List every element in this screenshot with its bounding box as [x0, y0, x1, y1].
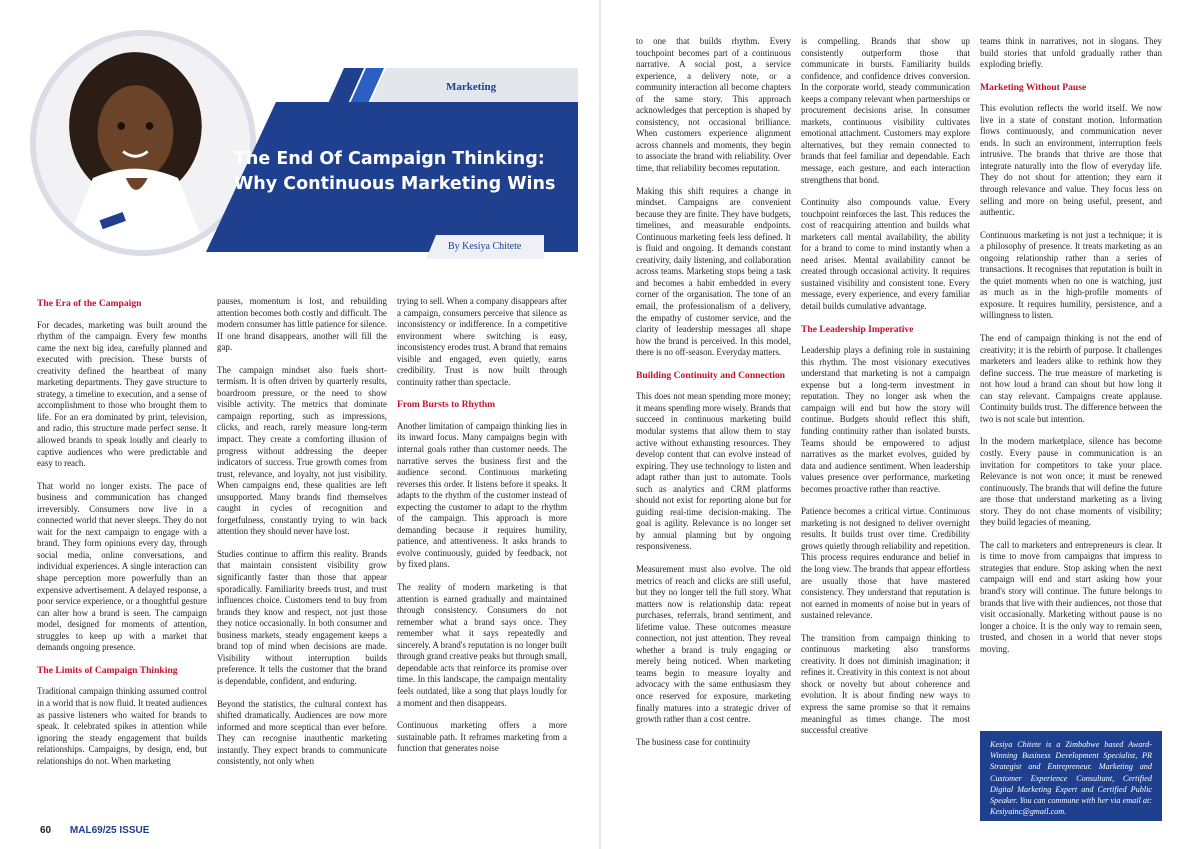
- column-6: [980, 36, 1162, 666]
- paragraph: That world no longer exists. The pace of business and communication has changed irreversibly. Consumers now live in a connected world that never sleeps. They do not wait for the next campaign to engage with a brand. They form opinions every day, through social media, online conversations, and individual experiences. A single interaction can shape perception more powerfully than an expensive advertisement. A delayed response, a poor service experience, or a thoughtful gesture can alter how a brand is seen. The campaign model, designed for moments of attention, struggles to keep up with a market that demands ongoing presence.: [37, 480, 207, 653]
- paragraph: The call to marketers and entrepreneurs is clear. It is time to move from campaigns that impress to strategies that endure. Stop asking when the next campaign will end and start asking how your brand's story will continue. The future belongs to brands that live with their audiences, not those that visit occasionally. Marketing without pause is no longer a choice. It is the only way to remain seen, trusted, and chosen in a world that never stops moving.: [980, 539, 1162, 654]
- paragraph: trying to sell. When a company disappears after a campaign, consumers perceive that silence as inconsistency or indifference. In a competitive environment where switching is easy, inconsistency erodes trust. A brand that remains visible and engaged, even quietly, earns credibility. Trust is now built through continuity rather than spectacle.: [397, 296, 567, 387]
- article-title: The End Of Campaign Thinking: Why Continuous Marketing Wins: [234, 149, 556, 194]
- byline: By Kesiya Chitete: [448, 241, 522, 252]
- paragraph: Measurement must also evolve. The old metrics of reach and clicks are still useful, but they no longer tell the full story. What matters now is relationship data: repeat purchases, referrals, brand sentiment, and lifetime value. These outcomes measure connection, not just attention. They reveal whether a brand is truly engaging or merely being noticed. When marketing teams begin to measure loyalty and advocacy with the same enthusiasm they once reserved for exposure, marketing finally matures into a strategic driver of growth rather than a cost centre.: [636, 563, 791, 725]
- paragraph: The end of campaign thinking is not the end of creativity; it is the rebirth of purpose. It challenges marketers and leaders alike to rethink how they define success. The true measure of marketing is not how loud a brand can shout but how long it can stay relevant. Campaigns create applause. Continuity builds trust. The difference between the two is not scale but intention.: [980, 333, 1162, 424]
- column-2: [217, 296, 387, 779]
- paragraph: Continuous marketing offers a more sustainable path. It reframes marketing from a function that generates noise: [397, 720, 567, 754]
- section-heading: The Limits of Campaign Thinking: [37, 664, 178, 676]
- page-footer: [40, 825, 149, 836]
- page-gutter: [599, 0, 601, 849]
- paragraph: to one that builds rhythm. Every touchpoint becomes part of a continuous narrative. A social post, a service experience, a delivery note, or a community interaction all become chapters of the same story. This approach acknowledges that perception is shaped by consistency, not occasional brilliance. When customers experience alignment across channels and moments, they begin to associate the brand with reliability. Over time, that reliability becomes reputation.: [636, 36, 791, 174]
- author-bio-box: Kesiya Chitete is a Zimbabwe based Award-Winning Business Development Specialist, PR Strategist and Entrepreneur. Marketing and Customer Experience Consultant, Certified Digital Marketing Expert and Certified Public Speaker. You can commune with her via email at: Kesiyainc@gmail.com.: [980, 731, 1162, 821]
- paragraph: This evolution reflects the world itself. We now live in a state of constant motion. Information flows continuously, and communication never ends. In such an environment, interruption feels intrusive. The brands that thrive are those that integrate naturally into the flow of everyday life. They do not shout for attention; they earn it through relevance and value. They focus less on selling and more on being useful, present, and authentic.: [980, 103, 1162, 218]
- section-heading: Marketing Without Pause: [980, 81, 1087, 93]
- column-5: [801, 36, 970, 748]
- paragraph: Traditional campaign thinking assumed control in a world that is now fluid. It treated audiences as passive listeners who waited for brands to speak. It celebrated spikes in attention while ignoring the steady engagement that builds relationships. Campaigns, by design, end, but relationships do not. When marketing: [37, 686, 207, 766]
- paragraph: is compelling. Brands that show up consistently outperform those that communicate in bursts. Familiarity builds confidence, and confidence drives conversion. In the corporate world, steady communication keeps a company relevant when partnerships or procurement decisions arise. In consumer markets, continuous visibility cultivates emotional attachment. Customers may explore alternatives, but they remain connected to brands that feel familiar and dependable. Each message, each gesture, and each interaction strengthens that bond.: [801, 36, 970, 185]
- paragraph: Patience becomes a critical virtue. Continuous marketing is not designed to deliver overnight results. It builds trust over time. Credibility grows quietly through reliability and repetition. This process requires endurance and belief in the long view. The brands that appear effortless are usually those that have mastered consistency. They understand that reputation is not earned in moments of noise but in years of sustained relevance.: [801, 506, 970, 621]
- section-heading: Building Continuity and Connection: [636, 369, 786, 381]
- paragraph: The campaign mindset also fuels short-termism. It is often driven by quarterly results, boardroom pressure, or the need to show visible activity. The metrics that dominate campaign reporting, such as impressions, clicks, and reach, rarely measure long-term impact. They create a comforting illusion of progress without addressing the deeper indicators of success. True growth comes from trust, relevance, and loyalty, not just visibility. When campaigns end, these qualities are left unsupported. Many brands find themselves caught in cycles of recognition and forgetfulness, constantly trying to win back attention they should never have lost.: [217, 364, 387, 537]
- paragraph: The reality of modern marketing is that attention is earned gradually and maintained through consistency. Consumers do not remember what a brand says once. They remember what it says repeatedly and sincerely. A brand's reputation is no longer built through grand creative peaks but through small, dependable acts that reinforce its promise over time. In this landscape, the campaign mentality feels outdated, like a song that plays loudly for a moment and then disappears.: [397, 582, 567, 708]
- paragraph: Beyond the statistics, the cultural context has shifted dramatically. Audiences are now more informed and more sceptical than ever before. They can recognise inauthentic marketing instantly. They expect brands to communicate consistently, not only when: [217, 698, 387, 767]
- paragraph: The transition from campaign thinking to continuous marketing also transforms creativity. It does not diminish imagination; it refines it. Creativity in this context is not about shock or novelty but about coherence and evolution. It is about finding new ways to express the same promise so that it remains meaningful as times change. The most successful creative: [801, 632, 970, 736]
- paragraph: Studies continue to affirm this reality. Brands that maintain consistent visibility grow significantly faster than those that appear sporadically. Familiarity breeds trust, and trust influences choice. Customers tend to buy from brands they know and respect, not just those they notice occasionally. In both consumer and business markets, steady engagement keeps a brand top of mind when decisions are made. Visibility without interruption builds preference. It tells the customer that the brand is dependable, confident, and enduring.: [217, 548, 387, 686]
- paragraph: Making this shift requires a change in mindset. Campaigns are convenient because they are finite. They have budgets, timelines, and measurable endpoints. Continuous marketing feels less defined. It is fluid and ongoing. It demands constant creativity, daily listening, and collaboration across teams. Marketing stops being a task and becomes a habit embedded in every corner of the organisation. The tone of an email, the professionalism of a delivery, the empathy of customer service, and the clarity of leadership messages all shape how the brand is perceived. In this model, there is no off-season. Everyday matters.: [636, 185, 791, 358]
- paragraph: Leadership plays a defining role in sustaining this rhythm. The most visionary executives understand that marketing is not a campaign expense but a long-term investment in reputation. They no longer ask when the campaign will end but how the story will continue. Budgets should reflect this shift, funding continuity rather than isolated bursts. Teams should be empowered to adjust narratives as the market evolves, guided by data and audience sentiment. When leadership values presence over performance, marketing becomes proactive rather than reactive.: [801, 345, 970, 494]
- column-3: [397, 296, 567, 766]
- column-4: [636, 36, 791, 759]
- paragraph: pauses, momentum is lost, and rebuilding attention becomes both costly and difficult. The modern consumer has little patience for silence. If one brand disappears, another will fill the gap.: [217, 296, 387, 353]
- page-number: 60: [40, 825, 52, 836]
- section-heading: The Era of the Campaign: [37, 298, 142, 309]
- paragraph: For decades, marketing was built around the rhythm of the campaign. Every few months came the next big idea, carefully planned and executed with precision. These bursts of creativity defined the heartbeat of many marketing departments. They gave structure to strategy, a timeline to execution, and a sense of accomplishment to those who brought them to life. For an era dominated by print, television, and radio, this structure made perfect sense. It allowed brands to speak loudly and clearly to captive audiences who were predictable and easy to reach.: [37, 319, 207, 469]
- category-label: Marketing: [446, 81, 497, 93]
- paragraph: Another limitation of campaign thinking lies in its inward focus. Many campaigns begin with internal goals rather than customer needs. The narrative serves the business first and the audience second. Continuous marketing reverses this order. It listens before it speaks. It adapts to the rhythm of the customer instead of expecting the customer to adapt to the rhythm of the campaign. This approach is more demanding because it requires humility, patience, and attentiveness. It asks brands to evolve continuously, guided by feedback, not by fixed plans.: [397, 420, 567, 570]
- section-heading: From Bursts to Rhythm: [397, 399, 496, 411]
- paragraph: This does not mean spending more money; it means spending more wisely. Brands that succeed in continuous marketing build modular systems that allow them to stay active without exhausting resources. They develop content that can evolve instead of expiring. They use technology to listen and adapt rather than just to automate. Tools such as analytics and CRM platforms should not exist for reporting alone but for guiding real-time decision-making. The goal is agility. Relevance is no longer set by annual planning but by ongoing responsiveness.: [636, 391, 791, 552]
- paragraph: In the modern marketplace, silence has become costly. Every pause in communication is an invitation for competitors to take your place. Relevance is not won once; it must be renewed continuously. The brands that will define the future are those that understand marketing as a living story. They do not chase moments of visibility; they build legacies of meaning.: [980, 436, 1162, 528]
- issue-label: MAL69/25 ISSUE: [69, 825, 150, 836]
- column-1: [37, 296, 207, 778]
- section-heading: The Leadership Imperative: [801, 323, 914, 335]
- paragraph: Continuity also compounds value. Every touchpoint reinforces the last. This reduces the cost of reacquiring attention and builds what marketers call mental availability, the ability for a brand to come to mind instantly when a need arises. Mental availability cannot be created through occasional activity. It requires sustained visibility and consistent tone. Every message, every experience, and every familiar detail builds cumulative advantage.: [801, 197, 970, 312]
- paragraph: The business case for continuity: [636, 736, 751, 747]
- paragraph: teams think in narratives, not in slogans. They build stories that unfold gradually rather than exploding briefly.: [980, 36, 1162, 70]
- paragraph: Continuous marketing is not just a technique; it is a philosophy of presence. It treats marketing as an ongoing relationship rather than a series of transactions. It recognises that reputation is built in the quiet moments when no one is watching, just as much as in the high-profile moments of exposure. It requires humility, persistence, and a willingness to listen.: [980, 229, 1162, 321]
